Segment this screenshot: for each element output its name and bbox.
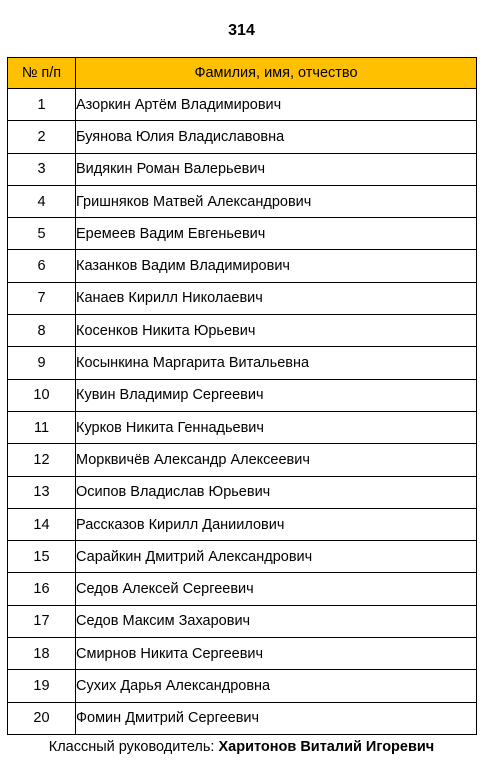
table-row — [8, 476, 477, 508]
student-name-cell: Азоркин Артём Владимирович — [76, 89, 477, 121]
row-number-cell: 2 — [8, 121, 76, 153]
row-number-cell: 11 — [8, 411, 76, 443]
row-number-cell: 15 — [8, 541, 76, 573]
student-name-cell: Сарайкин Дмитрий Александрович — [76, 541, 477, 573]
student-name-cell: Видякин Роман Валерьевич — [76, 153, 477, 185]
student-name-cell: Смирнов Никита Сергеевич — [76, 638, 477, 670]
row-number-cell: 6 — [8, 250, 76, 282]
row-number-cell: 8 — [8, 315, 76, 347]
table-row — [8, 315, 477, 347]
table-row — [8, 282, 477, 314]
student-list-table — [7, 57, 477, 735]
row-number-cell: 9 — [8, 347, 76, 379]
row-number-cell: 20 — [8, 702, 76, 734]
student-name-cell: Канаев Кирилл Николаевич — [76, 282, 477, 314]
table-header-row — [8, 58, 477, 89]
row-number-cell: 13 — [8, 476, 76, 508]
table-row — [8, 153, 477, 185]
table-row — [8, 411, 477, 443]
student-name-cell: Гришняков Матвей Александрович — [76, 185, 477, 217]
row-number-cell: 4 — [8, 185, 76, 217]
table-row — [8, 444, 477, 476]
class-teacher-line — [0, 737, 483, 757]
student-name-cell: Буянова Юлия Владиславовна — [76, 121, 477, 153]
row-number-cell: 1 — [8, 89, 76, 121]
row-number-cell: 12 — [8, 444, 76, 476]
table-row — [8, 185, 477, 217]
student-name-cell: Казанков Вадим Владимирович — [76, 250, 477, 282]
table-row — [8, 218, 477, 250]
name-column-header: Фамилия, имя, отчество — [76, 58, 477, 89]
student-name-cell: Кувин Владимир Сергеевич — [76, 379, 477, 411]
number-column-header: № п/п — [8, 58, 76, 89]
table-row — [8, 508, 477, 540]
row-number-cell: 17 — [8, 605, 76, 637]
table-row — [8, 638, 477, 670]
class-number-title: 314 — [228, 22, 255, 39]
student-name-cell: Рассказов Кирилл Даниилович — [76, 508, 477, 540]
table-body — [8, 89, 477, 735]
row-number-cell: 7 — [8, 282, 76, 314]
table-row — [8, 573, 477, 605]
row-number-cell: 3 — [8, 153, 76, 185]
table-row — [8, 670, 477, 702]
row-number-cell: 10 — [8, 379, 76, 411]
table-row — [8, 250, 477, 282]
class-teacher-label: Классный руководитель: — [48, 739, 219, 755]
student-name-cell: Седов Максим Захарович — [76, 605, 477, 637]
table-row — [8, 89, 477, 121]
row-number-cell: 5 — [8, 218, 76, 250]
student-name-cell: Еремеев Вадим Евгеньевич — [76, 218, 477, 250]
table-row — [8, 541, 477, 573]
row-number-cell: 18 — [8, 638, 76, 670]
student-name-cell: Осипов Владислав Юрьевич — [76, 476, 477, 508]
table-row — [8, 347, 477, 379]
row-number-cell: 19 — [8, 670, 76, 702]
student-name-cell: Седов Алексей Сергеевич — [76, 573, 477, 605]
student-name-cell: Косынкина Маргарита Витальевна — [76, 347, 477, 379]
row-number-cell: 16 — [8, 573, 76, 605]
student-name-cell: Косенков Никита Юрьевич — [76, 315, 477, 347]
student-name-cell: Сухих Дарья Александровна — [76, 670, 477, 702]
table-row — [8, 379, 477, 411]
student-name-cell: Морквичёв Александр Алексеевич — [76, 444, 477, 476]
student-name-cell: Фомин Дмитрий Сергеевич — [76, 702, 477, 734]
student-name-cell: Курков Никита Геннадьевич — [76, 411, 477, 443]
class-teacher-name: Харитонов Виталий Игоревич — [218, 739, 435, 755]
table-row — [8, 702, 477, 734]
table-row — [8, 121, 477, 153]
table-row — [8, 605, 477, 637]
row-number-cell: 14 — [8, 508, 76, 540]
